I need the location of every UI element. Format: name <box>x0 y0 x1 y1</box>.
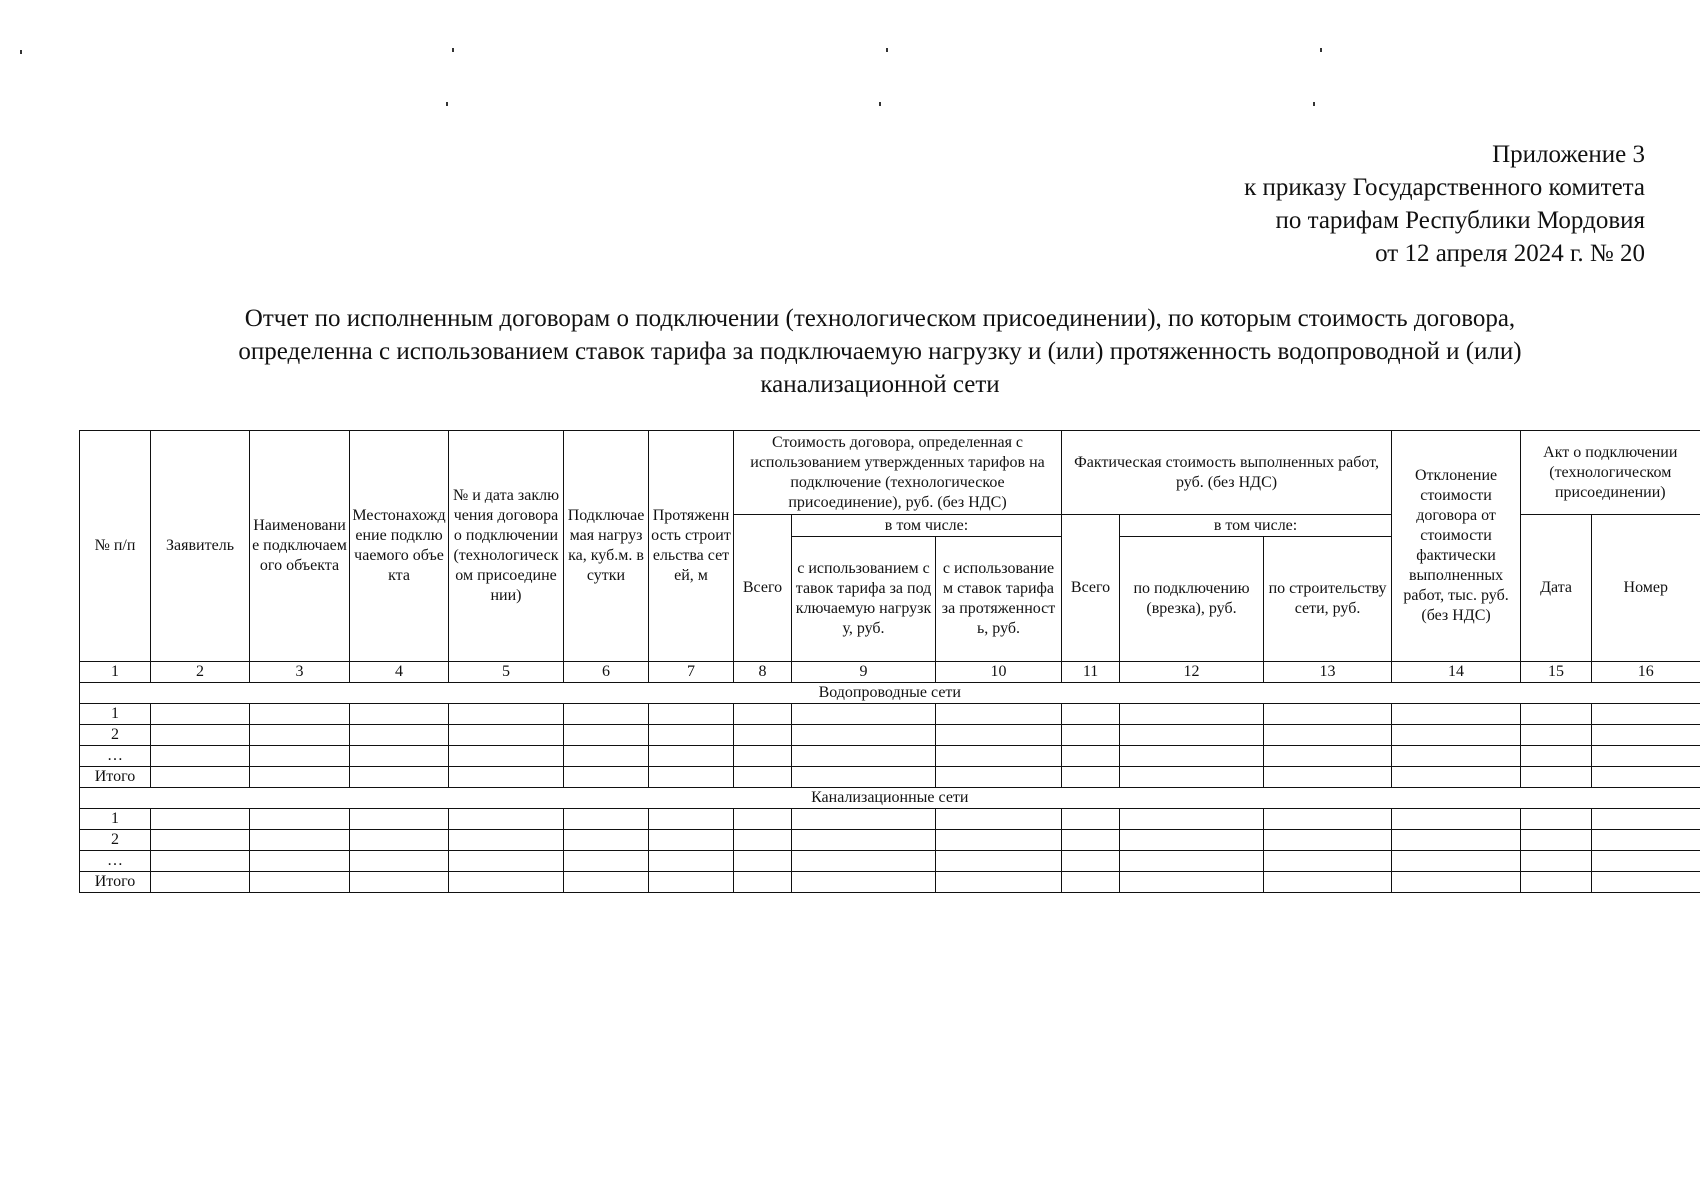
column-number-cell: 9 <box>792 662 936 683</box>
table-cell <box>1264 746 1392 767</box>
table-cell <box>564 767 649 788</box>
table-cell <box>1392 704 1521 725</box>
report-title <box>120 302 1640 401</box>
column-number-cell: 12 <box>1120 662 1264 683</box>
table-cell <box>449 851 564 872</box>
section-header-row <box>80 788 1700 809</box>
row-number-cell: 2 <box>80 830 151 851</box>
table-cell <box>1392 767 1521 788</box>
scan-mark <box>1313 102 1315 106</box>
table-cell <box>734 872 792 893</box>
row-number-cell: Итого <box>80 767 151 788</box>
section-header-row <box>80 683 1700 704</box>
appendix-line: к приказу Государственного комитета <box>1244 174 1645 201</box>
table-cell <box>1592 746 1700 767</box>
table-cell <box>564 725 649 746</box>
table-cell <box>649 704 734 725</box>
total-row <box>80 872 1700 893</box>
section-title: Канализационные сети <box>80 788 1700 809</box>
column-number-cell: 16 <box>1592 662 1700 683</box>
table-cell <box>936 746 1062 767</box>
table-cell <box>151 872 250 893</box>
scan-mark <box>879 102 881 106</box>
table-cell <box>1521 704 1592 725</box>
table-cell <box>1392 725 1521 746</box>
header-act-number: Номер <box>1592 515 1700 662</box>
table-cell <box>1392 851 1521 872</box>
title-line: Отчет по исполненным договорам о подключении (технологическом присоединении), по которым стоимость договора, <box>244 305 1516 332</box>
table-cell <box>649 767 734 788</box>
table-cell <box>792 809 936 830</box>
table-cell <box>792 830 936 851</box>
header-actual-including: в том числе: <box>1120 515 1392 537</box>
table-cell <box>564 809 649 830</box>
table-cell <box>449 704 564 725</box>
table-cell <box>250 746 350 767</box>
table-cell <box>449 767 564 788</box>
table-cell <box>151 830 250 851</box>
header-act-date: Дата <box>1521 515 1592 662</box>
table-cell <box>734 725 792 746</box>
table-cell <box>734 704 792 725</box>
table-cell <box>1521 872 1592 893</box>
table-cell <box>1264 809 1392 830</box>
header-contract-by-load: с использованием ставок тарифа за подключаемую нагрузку, руб. <box>792 537 936 662</box>
table-cell <box>1120 872 1264 893</box>
table-cell <box>734 746 792 767</box>
table-cell <box>250 725 350 746</box>
row-number-cell: 1 <box>80 809 151 830</box>
table-row <box>80 746 1700 767</box>
table-cell <box>1120 725 1264 746</box>
table-cell <box>649 830 734 851</box>
column-number-cell: 14 <box>1392 662 1521 683</box>
table-cell <box>734 851 792 872</box>
table-cell <box>792 767 936 788</box>
table-cell <box>250 830 350 851</box>
table-cell <box>1062 809 1120 830</box>
column-number-cell: 5 <box>449 662 564 683</box>
table-cell <box>649 746 734 767</box>
header-network-length: Протяженность строительства сетей, м <box>649 431 734 662</box>
table-row <box>80 725 1700 746</box>
header-deviation: Отклонение стоимости договора от стоимости фактически выполненных работ, тыс. руб. (без НДС) <box>1392 431 1521 662</box>
scan-mark <box>20 50 22 54</box>
table-cell <box>1392 746 1521 767</box>
scan-mark <box>1320 48 1322 52</box>
row-number-cell: Итого <box>80 872 151 893</box>
table-cell <box>350 851 449 872</box>
table-cell <box>792 746 936 767</box>
column-number-cell: 2 <box>151 662 250 683</box>
table-cell <box>350 704 449 725</box>
table-cell <box>449 725 564 746</box>
table-cell <box>350 767 449 788</box>
row-number-cell: 2 <box>80 725 151 746</box>
header-contract-cost-group: Стоимость договора, определенная с использованием утвержденных тарифов на подключение (технологическое присоединение), руб. (без НДС) <box>734 431 1062 515</box>
table-cell <box>1120 851 1264 872</box>
table-row <box>80 830 1700 851</box>
table-cell <box>350 746 449 767</box>
section-title: Водопроводные сети <box>80 683 1700 704</box>
row-number-cell: … <box>80 746 151 767</box>
header-object-location: Местонахождение подключаемого объекта <box>350 431 449 662</box>
column-number-cell: 11 <box>1062 662 1120 683</box>
table-cell <box>1062 767 1120 788</box>
table-cell <box>1062 830 1120 851</box>
scan-mark <box>886 48 888 52</box>
table-cell <box>792 851 936 872</box>
table-cell <box>350 809 449 830</box>
column-number-cell: 1 <box>80 662 151 683</box>
report-body <box>80 662 1700 893</box>
column-number-cell: 8 <box>734 662 792 683</box>
column-number-cell: 6 <box>564 662 649 683</box>
table-cell <box>1521 851 1592 872</box>
title-line: определенна с использованием ставок тарифа за подключаемую нагрузку и (или) протяженность водопроводной и (или) <box>238 338 1522 365</box>
title-line: канализационной сети <box>760 371 1000 398</box>
table-cell <box>1062 704 1120 725</box>
table-cell <box>449 746 564 767</box>
table-cell <box>564 851 649 872</box>
appendix-block <box>1244 138 1645 270</box>
row-number-cell: 1 <box>80 704 151 725</box>
table-cell <box>1120 704 1264 725</box>
table-cell <box>250 851 350 872</box>
column-number-row <box>80 662 1700 683</box>
column-number-cell: 13 <box>1264 662 1392 683</box>
table-cell <box>151 767 250 788</box>
appendix-line: от 12 апреля 2024 г. № 20 <box>1375 240 1645 267</box>
table-cell <box>1264 725 1392 746</box>
table-cell <box>649 851 734 872</box>
column-number-cell: 4 <box>350 662 449 683</box>
table-cell <box>649 872 734 893</box>
table-cell <box>449 830 564 851</box>
table-cell <box>350 872 449 893</box>
table-cell <box>792 704 936 725</box>
table-cell <box>1264 767 1392 788</box>
table-cell <box>250 872 350 893</box>
table-cell <box>1264 704 1392 725</box>
table-cell <box>350 725 449 746</box>
table-cell <box>1521 809 1592 830</box>
table-cell <box>1264 872 1392 893</box>
header-actual-connection: по подключению (врезка), руб. <box>1120 537 1264 662</box>
table-cell <box>792 725 936 746</box>
header-actual-total: Всего <box>1062 515 1120 662</box>
table-cell <box>1521 746 1592 767</box>
header-act-group: Акт о подключении (технологическом присоединении) <box>1521 431 1700 515</box>
column-number-cell: 10 <box>936 662 1062 683</box>
table-cell <box>792 872 936 893</box>
table-cell <box>1120 830 1264 851</box>
table-cell <box>1592 767 1700 788</box>
total-row <box>80 767 1700 788</box>
table-cell <box>936 830 1062 851</box>
table-cell <box>564 830 649 851</box>
table-cell <box>1264 830 1392 851</box>
table-cell <box>1521 725 1592 746</box>
report-table <box>79 430 1700 893</box>
table-cell <box>250 704 350 725</box>
table-cell <box>1120 809 1264 830</box>
table-cell <box>1592 851 1700 872</box>
appendix-line: Приложение 3 <box>1492 141 1645 168</box>
table-cell <box>1592 704 1700 725</box>
column-number-cell: 15 <box>1521 662 1592 683</box>
table-row <box>80 809 1700 830</box>
table-row <box>80 851 1700 872</box>
table-cell <box>564 704 649 725</box>
table-cell <box>1264 851 1392 872</box>
appendix-line: по тарифам Республики Мордовия <box>1275 207 1645 234</box>
header-actual-construction: по строительству сети, руб. <box>1264 537 1392 662</box>
table-cell <box>151 851 250 872</box>
table-cell <box>564 746 649 767</box>
table-cell <box>1392 872 1521 893</box>
table-cell <box>1592 809 1700 830</box>
header-contract-total: Всего <box>734 515 792 662</box>
header-object-name: Наименование подключаемого объекта <box>250 431 350 662</box>
table-cell <box>936 725 1062 746</box>
table-cell <box>936 767 1062 788</box>
table-cell <box>649 809 734 830</box>
table-cell <box>936 872 1062 893</box>
header-contract-by-length: с использованием ставок тарифа за протяженность, руб. <box>936 537 1062 662</box>
table-cell <box>1392 830 1521 851</box>
table-cell <box>1120 767 1264 788</box>
scan-mark <box>446 102 448 106</box>
table-cell <box>936 851 1062 872</box>
table-cell <box>250 767 350 788</box>
column-number-cell: 7 <box>649 662 734 683</box>
table-cell <box>449 809 564 830</box>
table-cell <box>250 809 350 830</box>
table-cell <box>449 872 564 893</box>
table-cell <box>151 725 250 746</box>
table-cell <box>1592 872 1700 893</box>
table-cell <box>734 809 792 830</box>
header-applicant: Заявитель <box>151 431 250 662</box>
table-cell <box>1521 767 1592 788</box>
table-cell <box>350 830 449 851</box>
row-number-cell: … <box>80 851 151 872</box>
header-contract-number-date: № и дата заключения договора о подключении (технологическом присоединении) <box>449 431 564 662</box>
table-cell <box>1062 746 1120 767</box>
table-cell <box>1120 746 1264 767</box>
table-cell <box>734 830 792 851</box>
column-number-cell: 3 <box>250 662 350 683</box>
table-cell <box>649 725 734 746</box>
table-cell <box>936 704 1062 725</box>
table-cell <box>1592 830 1700 851</box>
table-cell <box>564 872 649 893</box>
table-cell <box>1062 725 1120 746</box>
table-cell <box>936 809 1062 830</box>
table-cell <box>1521 830 1592 851</box>
table-row <box>80 704 1700 725</box>
header-contract-including: в том числе: <box>792 515 1062 537</box>
table-cell <box>1062 851 1120 872</box>
table-cell <box>1392 809 1521 830</box>
table-cell <box>734 767 792 788</box>
table-cell <box>151 746 250 767</box>
header-actual-cost-group: Фактическая стоимость выполненных работ, руб. (без НДС) <box>1062 431 1392 515</box>
table-cell <box>1062 872 1120 893</box>
table-cell <box>151 809 250 830</box>
table-cell <box>1592 725 1700 746</box>
header-num: № п/п <box>80 431 151 662</box>
header-connected-load: Подключаемая нагрузка, куб.м. в сутки <box>564 431 649 662</box>
scan-mark <box>452 48 454 52</box>
table-cell <box>151 704 250 725</box>
